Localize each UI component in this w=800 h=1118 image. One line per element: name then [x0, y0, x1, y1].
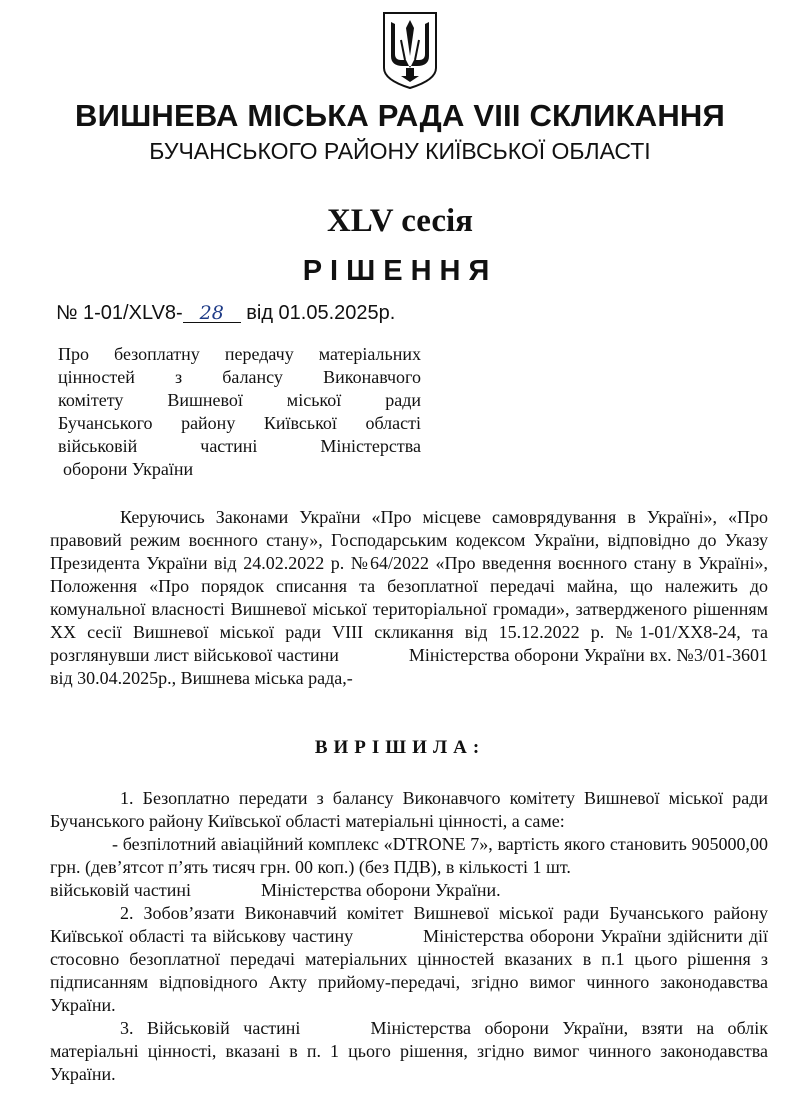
- item-3: [50, 1017, 768, 1086]
- subject-line: Бучанського району Київської області: [58, 413, 421, 433]
- item-2: [50, 902, 768, 1017]
- subject-line: оборони України: [63, 459, 194, 479]
- item-1-detail: - безпілотний авіаційний комплекс «DTRONE 7», вартість якого становить 905000,00 грн. (дев’ятсот п’ять тисяч грн. 00 коп.) (без ПДВ), в кількості 1 шт.: [50, 834, 768, 877]
- decision-number-line: [56, 302, 395, 325]
- council-title: ВИШНЕВА МІСЬКА РАДА VIII СКЛИКАННЯ: [75, 98, 725, 133]
- subject-line: комітету Вишневої міської ради: [58, 390, 421, 410]
- decision-number-prefix: № 1-01/XLV8-: [56, 302, 183, 324]
- item-2-text: 2. Зобов’язати Виконавчий комітет Вишневої міської ради Бучанського району Київської області та військову частину: [50, 903, 768, 946]
- recipient-ministry: Міністерства оборони України.: [260, 880, 501, 900]
- item-2-text-cont: Міністерства оборони України здійснити дії стосовно безоплатної передачі матеріальних цінностей вказаних в п.1 цього рішення з підписанням відповідного Акту прийому-передачі, згідно вимог чинного законодавства України.: [50, 926, 768, 1015]
- preamble-text-cont: Міністерства оборони України вх. №3/01-3601 від 30.04.2025р., Вишнева міська рада,-: [50, 645, 768, 688]
- decision-subject: [58, 343, 421, 481]
- decision-heading: РІШЕННЯ: [302, 255, 498, 287]
- recipient-unit: військовій частині: [50, 880, 191, 900]
- handwritten-number: 28: [183, 304, 241, 323]
- item-3-text: 3. Військовій частині: [120, 1018, 301, 1038]
- session-title: XLV сесія: [326, 203, 474, 239]
- preamble: [50, 506, 768, 690]
- decision-date: від 01.05.2025р.: [240, 302, 396, 324]
- district-subtitle: БУЧАНСЬКОГО РАЙОНУ КИЇВСЬКОЇ ОБЛАСТІ: [149, 138, 651, 164]
- resolved-heading: ВИРІШИЛА:: [314, 737, 486, 758]
- subject-line: цінностей з балансу Виконавчого: [58, 367, 421, 387]
- resolution-items: [50, 787, 768, 1086]
- trident-icon: [381, 10, 439, 90]
- subject-line: військовій частині Міністерства: [58, 436, 421, 456]
- item-1: 1. Безоплатно передати з балансу Виконавчого комітету Вишневої міської ради Бучанського району Київської області матеріальні цінності, а саме:: [50, 788, 768, 831]
- subject-line: Про безоплатну передачу матеріальних: [58, 344, 421, 364]
- item-3-text-cont: Міністерства оборони України, взяти на облік матеріальні цінності, вказані в п. 1 цього рішення, згідно вимог чинного законодавства України.: [50, 1018, 768, 1084]
- item-1-recipient: [50, 879, 768, 902]
- preamble-text: Керуючись Законами України «Про місцеве самоврядування в Україні», «Про правовий режим воєнного стану», Господарським кодексом України, відповідно до Указу Президента України від 24.02.2022 р. №64/2022 «Про введення воєнного стану в Україні», Положення «Про порядок списання та безоплатної передачі майна, що належить до комунальної власності Вишневої міської територіальної громади», затвердженого рішенням XX сесії Вишневої міської ради VIII скликання від 15.12.2022 р. №1-01/XX8-24, та розглянувши лист військової частини: [50, 507, 768, 665]
